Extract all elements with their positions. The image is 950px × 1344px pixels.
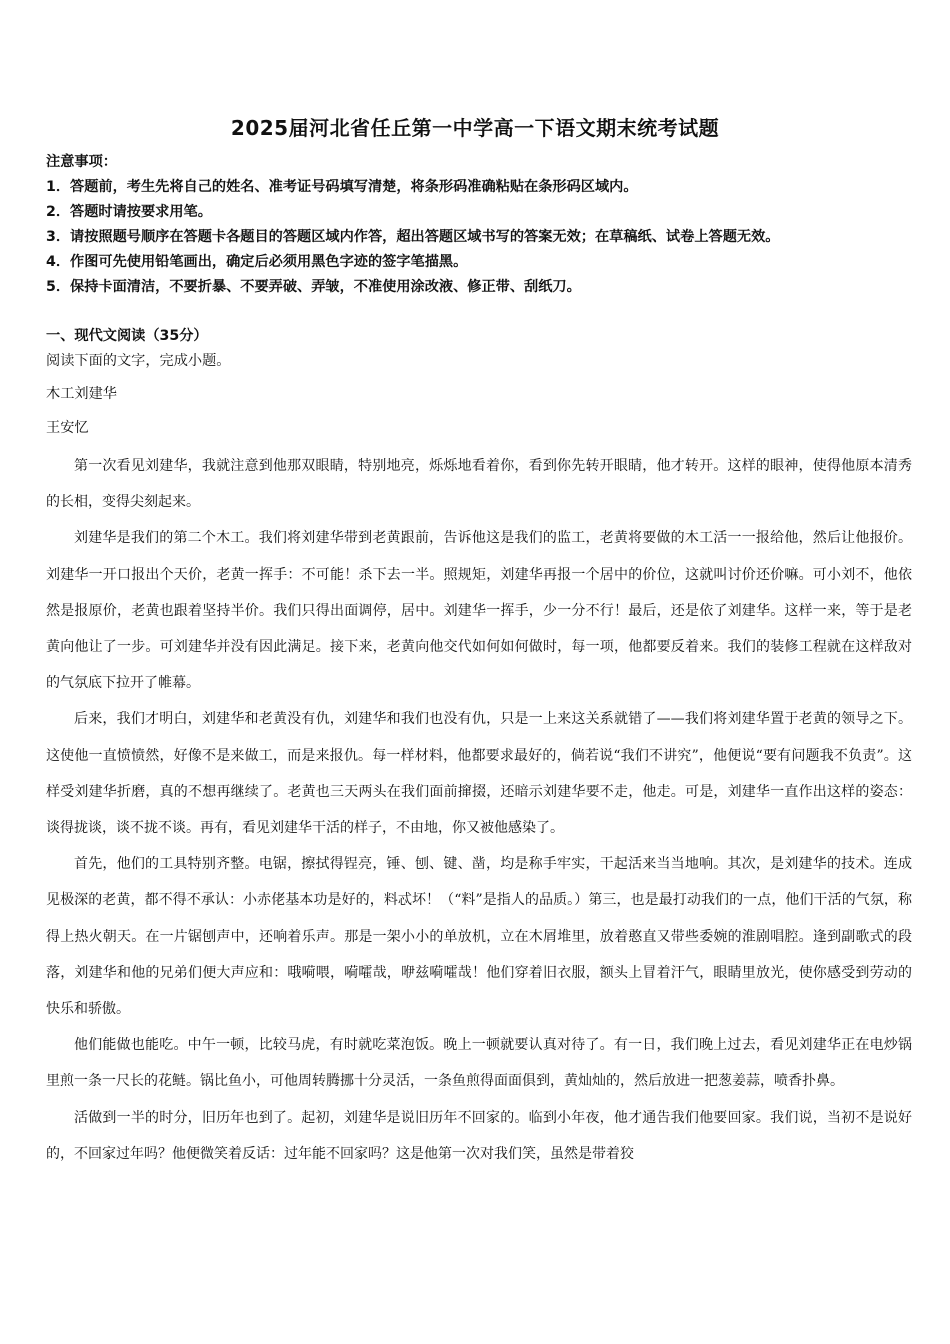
reading-instruction: 阅读下面的文字，完成小题。 bbox=[46, 353, 231, 369]
notice-item: 4．作图可先使用铅笔画出，确定后必须用黑色字迹的签字笔描黑。 bbox=[46, 254, 468, 270]
article-author: 王安忆 bbox=[46, 420, 89, 436]
article-paragraph: 刘建华是我们的第二个木工。我们将刘建华带到老黄跟前，告诉他这是我们的监工，老黄将要做的木工活一一报给他，然后让他报价。刘建华一开口报出个天价，老黄一挥手：不可能！杀下去一半。照规矩，刘建华再报一个居中的价位，这就叫讨价还价嘛。可小刘不，他依然是报原价，老黄也跟着坚持半价。我们只得出面调停，居中。刘建华一挥手，少一分不行！最后，还是依了刘建华。这样一来，等于是老黄向他让了一步。可刘建华并没有因此满足。接下来，老黄向他交代如何如何做时，每一项，他都要反着来。我们的装修工程就在这样敌对的气氛底下拉开了帷幕。 bbox=[46, 530, 912, 692]
notice-item: 3．请按照题号顺序在答题卡各题目的答题区域内作答，超出答题区域书写的答案无效；在草稿纸、试卷上答题无效。 bbox=[46, 229, 780, 245]
article-paragraph: 第一次看见刘建华，我就注意到他那双眼睛，特别地亮，烁烁地看着你，看到你先转开眼睛，他才转开。这样的眼神，使得他原本清秀的长相，变得尖刻起来。 bbox=[46, 458, 912, 511]
notice-item: 2．答题时请按要求用笔。 bbox=[46, 204, 212, 220]
article-paragraph: 他们能做也能吃。中午一顿，比较马虎，有时就吃菜泡饭。晚上一顿就要认真对待了。有一日，我们晚上过去，看见刘建华正在电炒锅里煎一条一尺长的花鲢。锅比鱼小，可他周转腾挪十分灵活，一条鱼煎得面面俱到，黄灿灿的，然后放进一把葱姜蒜，喷香扑鼻。 bbox=[46, 1037, 912, 1090]
notice-heading: 注意事项： bbox=[46, 154, 117, 170]
section-heading: 一、现代文阅读（35分） bbox=[46, 328, 208, 344]
article-paragraph: 后来，我们才明白，刘建华和老黄没有仇，刘建华和我们也没有仇，只是一上来这关系就错了——我们将刘建华置于老黄的领导之下。这使他一直愤愤然，好像不是来做工，而是来报仇。每一样材料，他都要求最好的，倘若说“我们不讲究”，他便说“要有问题我不负责”。这样受刘建华折磨，真的不想再继续了。老黄也三天两头在我们面前撺掇，还暗示刘建华要不走，他走。可是，刘建华一直作出这样的姿态：谈得拢谈，谈不拢不谈。再有，看见刘建华干活的样子，不由地，你又被他感染了。 bbox=[46, 711, 912, 837]
article-body bbox=[46, 448, 912, 1172]
exam-title: 2025届河北省任丘第一中学高一下语文期末统考试题 bbox=[230, 116, 720, 140]
notice-section bbox=[46, 150, 916, 300]
notice-item: 5．保持卡面清洁，不要折暴、不要弄破、弄皱，不准使用涂改液、修正带、刮纸刀。 bbox=[46, 279, 581, 295]
article-title: 木工刘建华 bbox=[46, 386, 117, 402]
article-paragraph: 首先，他们的工具特别齐整。电锯，擦拭得锃亮，锤、刨、键、凿，均是称手牢实，干起活来当当地响。其次，是刘建华的技术。连成见极深的老黄，都不得不承认：小赤佬基本功是好的，料忒坏！（“料”是指人的品质。）第三，也是最打动我们的一点，他们干活的气氛，称得上热火朝天。在一片锯刨声中，还响着乐声。那是一架小小的单放机，立在木屑堆里，放着憨直又带些委婉的淮剧唱腔。逢到副歌式的段落，刘建华和他的兄弟们便大声应和：哦嗬喂，嗬嚯哉，咿兹嗬嚯哉！他们穿着旧衣服，额头上冒着汗气，眼睛里放光，使你感受到劳动的快乐和骄傲。 bbox=[46, 856, 912, 1018]
article-paragraph: 活做到一半的时分，旧历年也到了。起初，刘建华是说旧历年不回家的。临到小年夜，他才通告我们他要回家。我们说，当初不是说好的，不回家过年吗？他便微笑着反话：过年能不回家吗？这是他第一次对我们笑，虽然是带着狡 bbox=[46, 1109, 912, 1162]
notice-item: 1．答题前，考生先将自己的姓名、准考证号码填写清楚，将条形码准确粘贴在条形码区域内。 bbox=[46, 179, 638, 195]
